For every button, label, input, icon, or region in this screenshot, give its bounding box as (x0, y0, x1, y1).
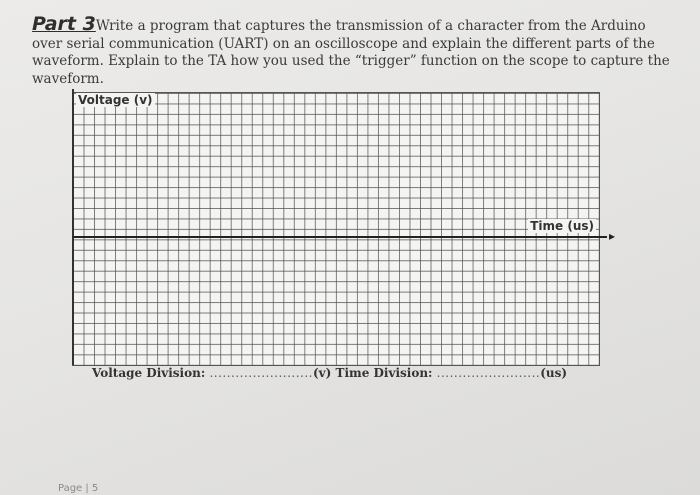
voltage-division-blank[interactable]: ........................ (209, 366, 313, 380)
voltage-division-label: Voltage Division: (92, 366, 206, 380)
instructions-block (32, 13, 672, 88)
division-fields (92, 366, 567, 380)
part-label: Part 3 (32, 13, 96, 35)
voltage-axis-label: Voltage (v) (78, 93, 153, 107)
voltage-division-unit: (v) (313, 366, 332, 380)
page-number: Page | 5 (58, 483, 99, 494)
time-division-unit: (us) (540, 366, 568, 380)
time-division-label: Time Division: (335, 366, 433, 380)
oscilloscope-grid[interactable] (72, 92, 615, 366)
time-division-blank[interactable]: ........................ (436, 366, 541, 380)
voltage-axis (72, 89, 74, 365)
time-axis (73, 236, 607, 238)
time-axis-label: Time (us) (530, 219, 594, 233)
arrow-right-icon: ▸ (608, 229, 615, 243)
instructions-text: Write a program that captures the transmission of a character from the Arduino over serial communication (UART) on an oscilloscope and explain the different parts of the waveform. Explain to the TA how you used the “trigger” function on the scope to capture the waveform. (32, 18, 670, 87)
